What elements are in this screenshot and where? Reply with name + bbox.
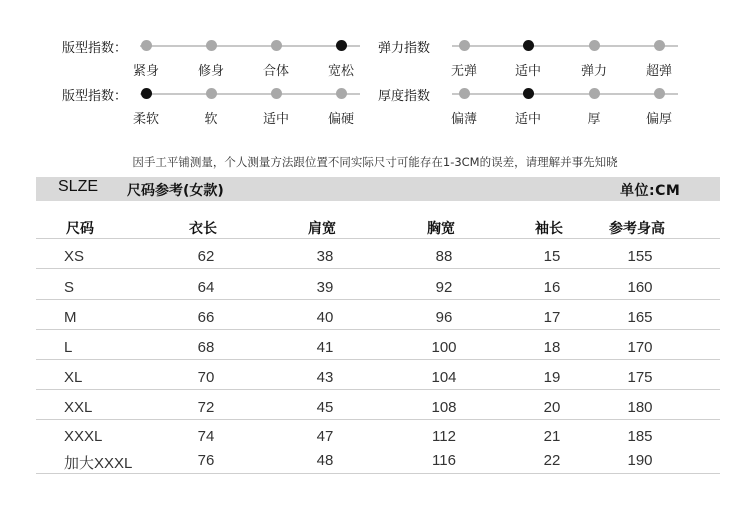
table-cell-value: 175 — [627, 369, 653, 386]
rating-dot-fit-1 — [141, 40, 152, 51]
table-cell-value: 72 — [197, 399, 215, 416]
table-row-divider — [36, 473, 720, 474]
table-cell-size: S — [64, 279, 75, 296]
table-cell-value: 47 — [316, 428, 334, 445]
table-cell-value: 155 — [627, 248, 653, 265]
table-cell-value: 48 — [316, 452, 334, 469]
table-cell-value: 185 — [627, 428, 653, 445]
table-row-divider — [36, 359, 720, 360]
size-chart-unit: 单位:CM — [620, 183, 681, 199]
table-cell-value: 96 — [435, 309, 453, 326]
rating-option-fit-4: 宽松 — [327, 64, 355, 79]
rating-option-fit-1: 紧身 — [132, 64, 160, 79]
table-cell-value: 18 — [543, 339, 561, 356]
table-cell-value: 16 — [543, 279, 561, 296]
table-cell-value: 20 — [543, 399, 561, 416]
col-header-length: 衣长 — [189, 221, 217, 237]
rating-track-fit — [140, 45, 360, 47]
table-cell-value: 116 — [432, 452, 456, 469]
table-row-divider — [36, 238, 720, 239]
table-cell-size: XXL — [64, 399, 93, 416]
table-cell-value: 40 — [316, 309, 334, 326]
table-cell-size: XS — [64, 248, 85, 265]
col-header-sleeve: 袖长 — [535, 221, 563, 237]
table-cell-value: 17 — [543, 309, 561, 326]
table-cell-value: 70 — [197, 369, 215, 386]
rating-track-thickness — [452, 93, 678, 95]
table-row-divider — [36, 268, 720, 269]
table-row-divider — [36, 419, 720, 420]
rating-dot-elasticity-3 — [589, 40, 600, 51]
rating-option-elasticity-4: 超弹 — [645, 64, 673, 79]
rating-option-elasticity-2: 适中 — [514, 64, 542, 79]
rating-dot-fit-4 — [336, 40, 347, 51]
table-cell-value: 170 — [627, 339, 653, 356]
rating-label-thickness: 厚度指数 — [378, 89, 431, 104]
rating-dot-thickness-2 — [523, 88, 534, 99]
rating-dot-thickness-3 — [589, 88, 600, 99]
rating-track-elasticity — [452, 45, 678, 47]
rating-option-thickness-1: 偏薄 — [450, 112, 478, 127]
table-cell-value: 22 — [543, 452, 561, 469]
table-row-divider — [36, 329, 720, 330]
col-header-shoulder: 肩宽 — [308, 221, 336, 237]
col-header-height: 参考身高 — [609, 221, 665, 237]
rating-option-thickness-2: 适中 — [514, 112, 542, 127]
col-header-chest: 胸宽 — [427, 221, 455, 237]
table-cell-value: 88 — [435, 248, 453, 265]
table-cell-value: 21 — [543, 428, 561, 445]
table-cell-size: M — [64, 309, 77, 326]
rating-dot-softness-2 — [206, 88, 217, 99]
rating-dot-fit-2 — [206, 40, 217, 51]
table-row-divider — [36, 389, 720, 390]
table-cell-value: 112 — [432, 428, 456, 445]
rating-dot-thickness-1 — [459, 88, 470, 99]
rating-option-softness-4: 偏硬 — [327, 112, 355, 127]
rating-dot-elasticity-4 — [654, 40, 665, 51]
table-cell-value: 62 — [197, 248, 215, 265]
rating-dot-softness-1 — [141, 88, 152, 99]
rating-dot-thickness-4 — [654, 88, 665, 99]
rating-label-fit: 版型指数： — [62, 41, 128, 56]
table-cell-value: 64 — [197, 279, 215, 296]
rating-option-elasticity-1: 无弹 — [450, 64, 478, 79]
rating-dot-softness-3 — [271, 88, 282, 99]
table-cell-value: 180 — [627, 399, 653, 416]
table-cell-value: 39 — [316, 279, 334, 296]
rating-option-softness-2: 软 — [204, 112, 218, 127]
rating-dot-softness-4 — [336, 88, 347, 99]
table-cell-value: 19 — [543, 369, 561, 386]
table-cell-value: 45 — [316, 399, 334, 416]
rating-option-fit-2: 修身 — [197, 64, 225, 79]
table-cell-value: 160 — [627, 279, 653, 296]
table-cell-value: 38 — [316, 248, 334, 265]
table-cell-value: 190 — [627, 452, 653, 469]
table-cell-size: L — [64, 339, 73, 356]
col-header-size: 尺码 — [66, 221, 94, 237]
rating-option-thickness-4: 偏厚 — [645, 112, 673, 127]
rating-option-softness-3: 适中 — [262, 112, 290, 127]
rating-dot-elasticity-2 — [523, 40, 534, 51]
table-cell-value: 74 — [197, 428, 215, 445]
measurement-note: 因手工平铺测量，个人测量方法跟位置不同实际尺寸可能存在1-3CM的误差，请理解并事先知晓 — [132, 155, 618, 169]
rating-option-fit-3: 合体 — [262, 64, 290, 79]
rating-option-elasticity-3: 弹力 — [580, 64, 608, 79]
table-cell-size: XL — [64, 369, 83, 386]
table-cell-value: 43 — [316, 369, 334, 386]
table-cell-value: 104 — [431, 369, 457, 386]
table-cell-value: 108 — [431, 399, 457, 416]
table-cell-value: 41 — [316, 339, 334, 356]
table-cell-value: 15 — [543, 248, 561, 265]
rating-label-elasticity: 弹力指数 — [378, 41, 431, 56]
size-chart-code: SLZE — [58, 178, 99, 195]
table-cell-size: 加大XXXL — [64, 455, 133, 472]
rating-dot-elasticity-1 — [459, 40, 470, 51]
size-chart-title: 尺码参考(女款) — [127, 183, 224, 199]
rating-dot-fit-3 — [271, 40, 282, 51]
rating-option-softness-1: 柔软 — [132, 112, 160, 127]
table-cell-value: 165 — [627, 309, 653, 326]
table-cell-value: 76 — [197, 452, 215, 469]
table-cell-value: 100 — [431, 339, 457, 356]
table-cell-value: 66 — [197, 309, 215, 326]
table-row-divider — [36, 299, 720, 300]
rating-option-thickness-3: 厚 — [587, 112, 601, 127]
rating-label-softness: 版型指数： — [62, 89, 128, 104]
rating-track-softness — [140, 93, 360, 95]
table-cell-value: 92 — [435, 279, 453, 296]
table-cell-size: XXXL — [64, 428, 103, 445]
table-cell-value: 68 — [197, 339, 215, 356]
